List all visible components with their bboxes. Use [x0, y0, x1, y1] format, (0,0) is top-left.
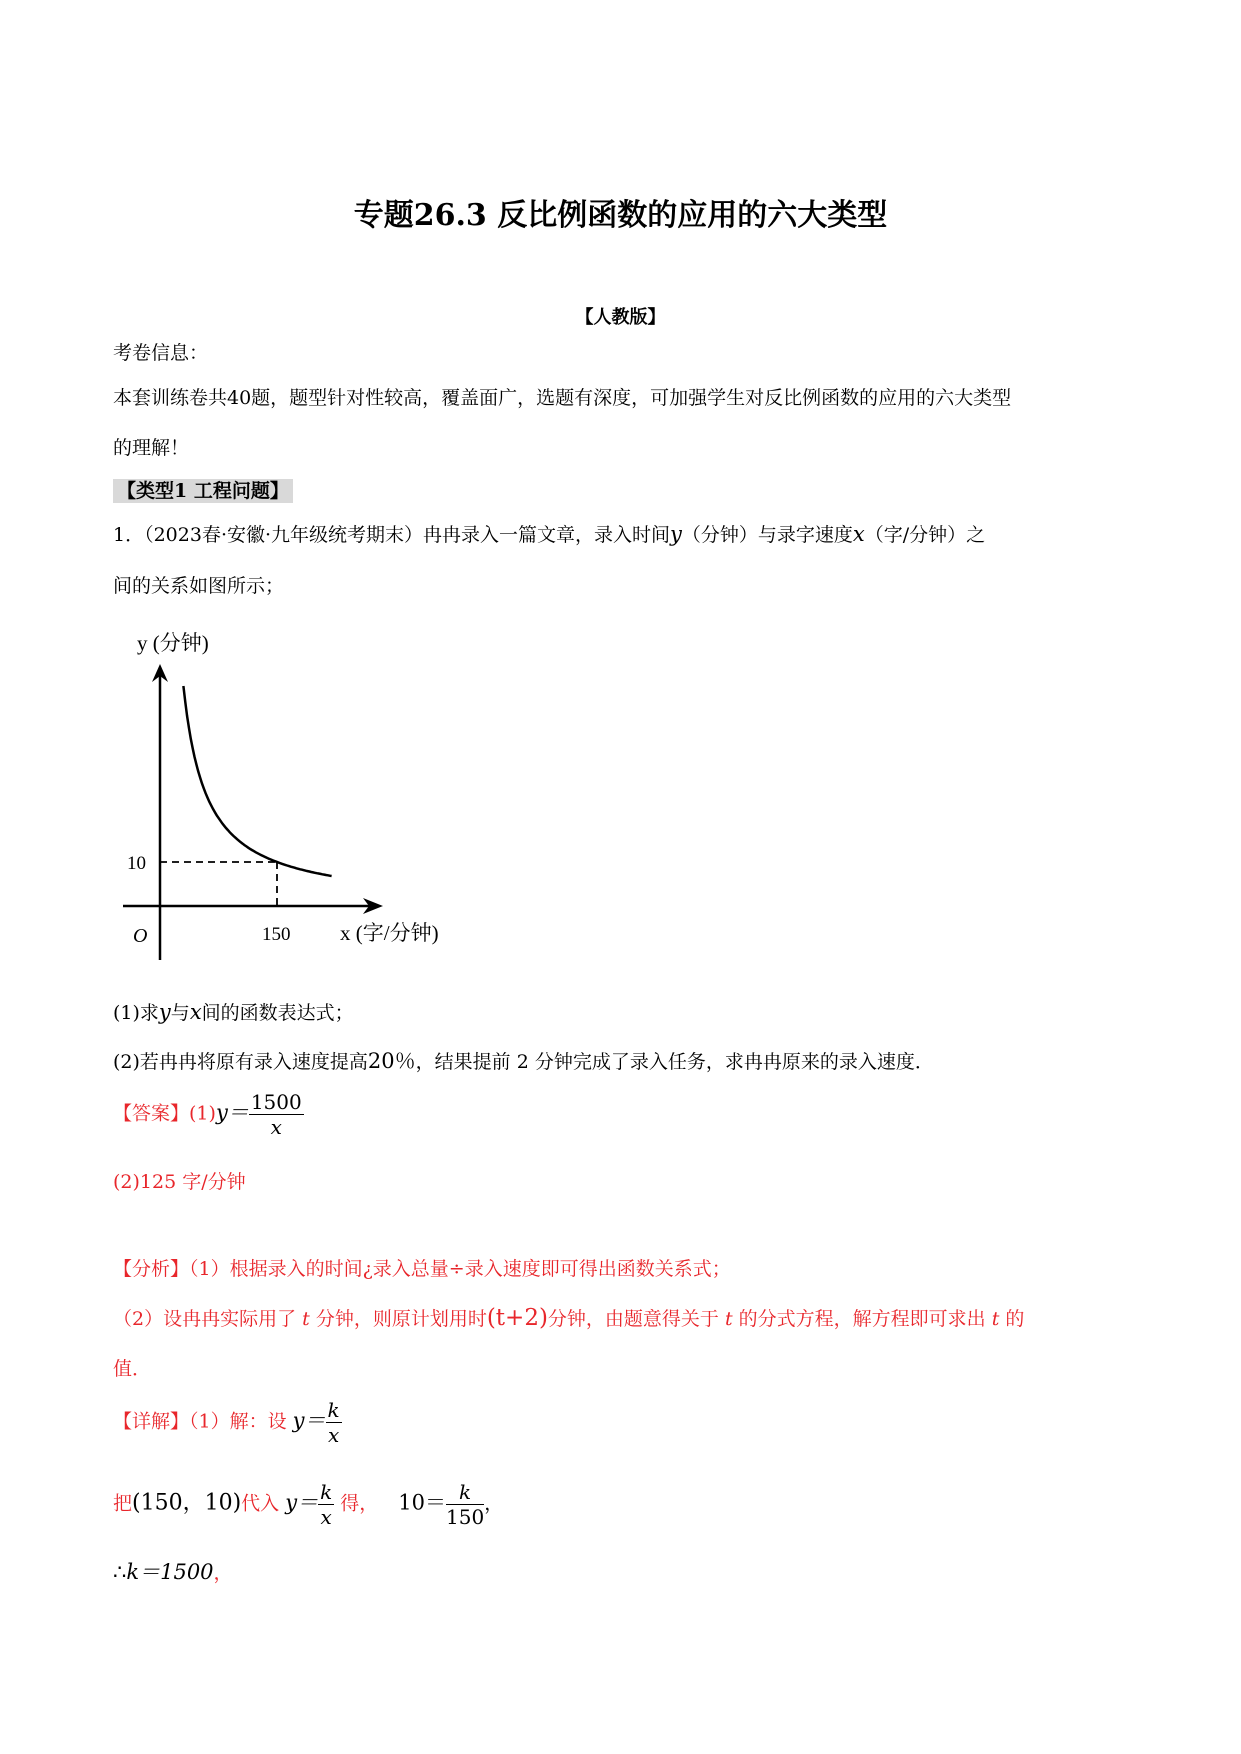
sub1-text-a: (1)求 [113, 1002, 159, 1024]
question-1-line-2: 间的关系如图所示； [113, 575, 285, 597]
detail-fraction-3 [446, 1480, 484, 1529]
detail-frac3-den: 150 [446, 1505, 485, 1529]
detail-fraction-1 [326, 1398, 342, 1447]
analysis-paren-expr: (t+2) [486, 1305, 548, 1331]
analysis-label: 【分析】 [113, 1258, 190, 1280]
answer-denominator: x [270, 1115, 282, 1139]
answer-line-2: (2)125 字/分钟 [113, 1171, 246, 1193]
analysis-2-d: 的分式方程，解方程即可求出 [732, 1308, 992, 1330]
detail-sub-a: 把 [113, 1492, 133, 1515]
graph-x-tick: 150 [262, 924, 291, 945]
detail-sub-b: 代入 [241, 1492, 286, 1515]
answer-part1-prefix: (1) [189, 1102, 216, 1125]
detail-step1: （1）解：设 [189, 1410, 293, 1433]
page-title: 专题26.3 反比例函数的应用的六大类型 [353, 198, 888, 233]
analysis-2-c: 分钟，由题意得关于 [547, 1308, 725, 1330]
analysis-line-2 [113, 1304, 1024, 1331]
detail-line-2 [113, 1480, 503, 1529]
q1-text-a: 1．（2023春·安徽·九年级统考期末）冉冉录入一篇文章，录入时间 [113, 524, 671, 546]
intro-line-2: 的理解！ [113, 437, 190, 459]
detail-frac1-den: x [327, 1423, 340, 1447]
graph-y-tick: 10 [127, 853, 146, 874]
analysis-t-2: t [724, 1308, 733, 1330]
question-1-line-1 [113, 520, 985, 547]
detail-line-1 [113, 1398, 342, 1447]
detail-frac2-den: x [320, 1505, 332, 1529]
analysis-text-1: （1）根据录入的时间¿录入总量÷录入速度即可得出函数关系式； [189, 1258, 731, 1280]
detail-label: 【详解】 [113, 1410, 190, 1433]
answer-line-1 [113, 1090, 304, 1139]
detail-lhs-2: y＝ [285, 1490, 319, 1515]
type-1-tag: 【类型1 工程问题】 [113, 479, 293, 503]
question-1-sub-1 [113, 998, 354, 1025]
analysis-2-b: 分钟，则原计划用时 [309, 1308, 487, 1330]
detail-lhs: y＝ [292, 1408, 326, 1433]
detail-end-comma: ， [213, 1562, 233, 1584]
intro-line-1: 本套训练卷共40题，题型针对性较高，覆盖面广，选题有深度，可加强学生对反比例函数的应用的六大类型 [113, 387, 1012, 409]
graph-x-label: x (字/分钟) [340, 921, 439, 945]
graph-origin-label: O [133, 925, 148, 947]
answer-numerator: 1500 [250, 1090, 302, 1114]
sub2-text-b: ，结果提前 2 分钟完成了录入任务，求冉冉原来的录入速度． [415, 1051, 934, 1073]
type-1-heading [113, 476, 293, 503]
detail-eq-lhs: 10＝ [398, 1490, 446, 1515]
detail-fraction-2 [318, 1480, 334, 1529]
sub1-text-b: 与 [170, 1002, 190, 1024]
detail-frac3-num: k [446, 1480, 484, 1505]
detail-sub-c: 得， [334, 1492, 379, 1515]
q1-var-y: y [670, 522, 682, 546]
detail-point: (150，10) [132, 1490, 242, 1516]
exam-info-label: 考卷信息： [113, 342, 209, 364]
inverse-proportion-graph [105, 620, 485, 965]
answer-label: 【答案】 [113, 1102, 190, 1125]
analysis-t-1: t [302, 1308, 310, 1330]
analysis-t-3: t [991, 1308, 1000, 1330]
q1-var-x: x [852, 522, 865, 546]
analysis-line-1 [113, 1254, 731, 1281]
q1-text-c: （字/分钟）之 [864, 524, 986, 546]
detail-frac2-num: k [320, 1480, 333, 1504]
sub1-var-x: x [189, 1000, 202, 1024]
graph-curve [183, 686, 331, 876]
detail-k-value: k＝1500 [126, 1560, 214, 1584]
sub1-text-c: 间的函数表达式； [201, 1002, 354, 1024]
sub2-text-a: (2)若冉冉将原有录入速度提高 [113, 1051, 368, 1073]
question-1-sub-2 [113, 1045, 934, 1075]
analysis-2-a: （2）设冉冉实际用了 [113, 1308, 303, 1330]
analysis-line-3: 值． [113, 1358, 152, 1380]
edition-label: 【人教版】 [575, 307, 666, 328]
sub1-var-y: y [158, 1000, 171, 1024]
detail-line-3 [113, 1556, 233, 1586]
detail-comma: ， [484, 1492, 504, 1515]
answer-fraction [249, 1090, 304, 1139]
detail-frac1-num: k [327, 1398, 340, 1422]
graph-y-label: y (分钟) [137, 631, 209, 655]
analysis-2-e: 的 [999, 1308, 1025, 1330]
answer-lhs: y＝ [215, 1100, 249, 1125]
therefore-symbol: ∴ [113, 1560, 127, 1584]
q1-text-b: （分钟）与录字速度 [681, 524, 853, 546]
sub2-percent: 20％ [367, 1049, 416, 1073]
